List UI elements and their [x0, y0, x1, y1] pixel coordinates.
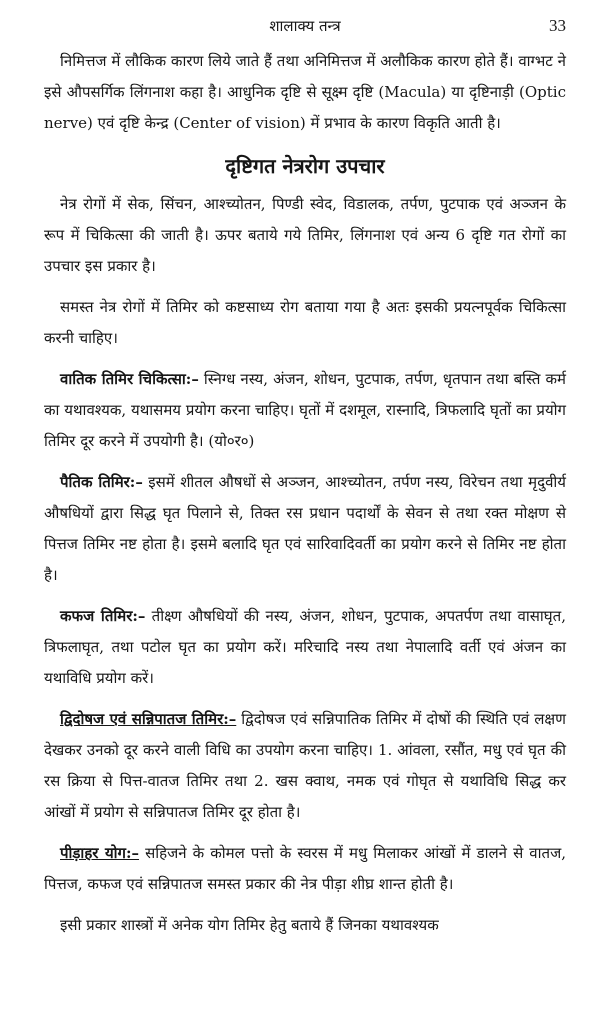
dvidoshaja-heading: द्विदोषज एवं सन्निपातज तिमिर:– [60, 710, 237, 728]
kaphaja-heading: कफज तिमिर:– [60, 607, 146, 625]
section-heading: दृष्टिगत नेत्ररोग उपचार [225, 154, 385, 178]
kaphaja-paragraph [44, 601, 566, 694]
dvidoshaja-paragraph [44, 704, 566, 828]
dvidoshaja-text: द्विदोषज एवं सन्निपातिक तिमिर में दोषों की स्थिति एवं लक्षण देखकर उनको दूर करने वाली विधि का उपयोग करना चाहिए। 1. आंवला, रसौंत, मधु एवं घृत की रस क्रिया से पित्त-वातज तिमिर तथा 2. खस क्वाथ, नमक एवं गोघृत से यथाविधि सिद्ध कर आंखों में प्रयोग से सन्निपातज तिमिर दूर होता है। [44, 710, 566, 821]
timira-paragraph: समस्त नेत्र रोगों में तिमिर को कष्टसाध्य रोग बताया गया है अतः इसकी प्रयत्नपूर्वक चिकित्सा करनी चाहिए। [44, 298, 566, 347]
paitika-heading: पैतिक तिमिर:– [60, 473, 143, 491]
vatika-text: स्निग्ध नस्य, अंजन, शोधन, पुटपाक, तर्पण, धृतपान तथा बस्ति कर्म का यथावश्यक, यथासमय प्रयोग करना चाहिए। घृतों में दशमूल, रास्नादि, त्रिफलादि घृतों का प्रयोग तिमिर दूर करने में उपयोगी है। (यो०र०) [44, 370, 566, 450]
peedahara-paragraph [44, 838, 566, 900]
peedahara-text: सहिजने के कोमल पत्तो के स्वरस में मधु मिलाकर आंखों में डालने से वातज, पित्तज, कफज एवं सन्निपातज समस्त प्रकार की नेत्र पीड़ा शीघ्र शान्त होती है। [44, 844, 566, 893]
vatika-heading: वातिक तिमिर चिकित्सा:– [60, 370, 199, 388]
running-title: शालाक्य तन्त्र [269, 17, 341, 35]
peedahara-heading: पीड़ाहर योग:– [60, 844, 140, 862]
intro-paragraph: निमित्तज में लौकिक कारण लिये जाते हैं तथा अनिमित्तज में अलौकिक कारण होते हैं। वाग्भट ने इसे औपसर्गिक लिंगनाश कहा है। आधुनिक दृष्टि से सूक्ष्म दृष्टि (Macula) या दृष्टिनाड़ी (Optic nerve) एवं दृष्टि केन्द्र (Center of vision) में प्रभाव के कारण विकृति आती है। [44, 52, 566, 132]
page-number: 33 [549, 16, 566, 35]
vatika-paragraph [44, 364, 566, 457]
kaphaja-text: तीक्ष्ण औषधियों की नस्य, अंजन, शोधन, पुटपाक, अपतर्पण तथा वासाघृत, त्रिफलाघृत, तथा पटोल घृत का प्रयोग करें। मरिचादि नस्य तथा नेपालादि वर्ती एवं अंजन का यथाविधि प्रयोग करें। [44, 607, 566, 687]
page-header [44, 14, 566, 46]
treatment-paragraph: नेत्र रोगों में सेक, सिंचन, आश्च्योतन, पिण्डी स्वेद, विडालक, तर्पण, पुटपाक एवं अञ्जन के रूप में चिकित्सा की जाती है। ऊपर बताये गये तिमिर, लिंगनाश एवं अन्य 6 दृष्टि गत रोगों का उपचार इस प्रकार है। [44, 195, 566, 275]
paitika-paragraph [44, 467, 566, 591]
paitika-text: इसमें शीतल औषधों से अञ्जन, आश्च्योतन, तर्पण नस्य, विरेचन तथा मृदुवीर्य औषधियों द्वारा सिद्ध घृत पिलाने से, तिक्त रस प्रधान पदार्थों के सेवन से तथा रक्त मोक्षण से पित्तज तिमिर नष्ट होता है। इसमे बलादि घृत एवं सारिवादिवर्ती का प्रयोग करने से तिमिर नष्ट होता है। [44, 473, 566, 584]
closing-paragraph: इसी प्रकार शास्त्रों में अनेक योग तिमिर हेतु बताये हैं जिनका यथावश्यक [60, 916, 439, 934]
